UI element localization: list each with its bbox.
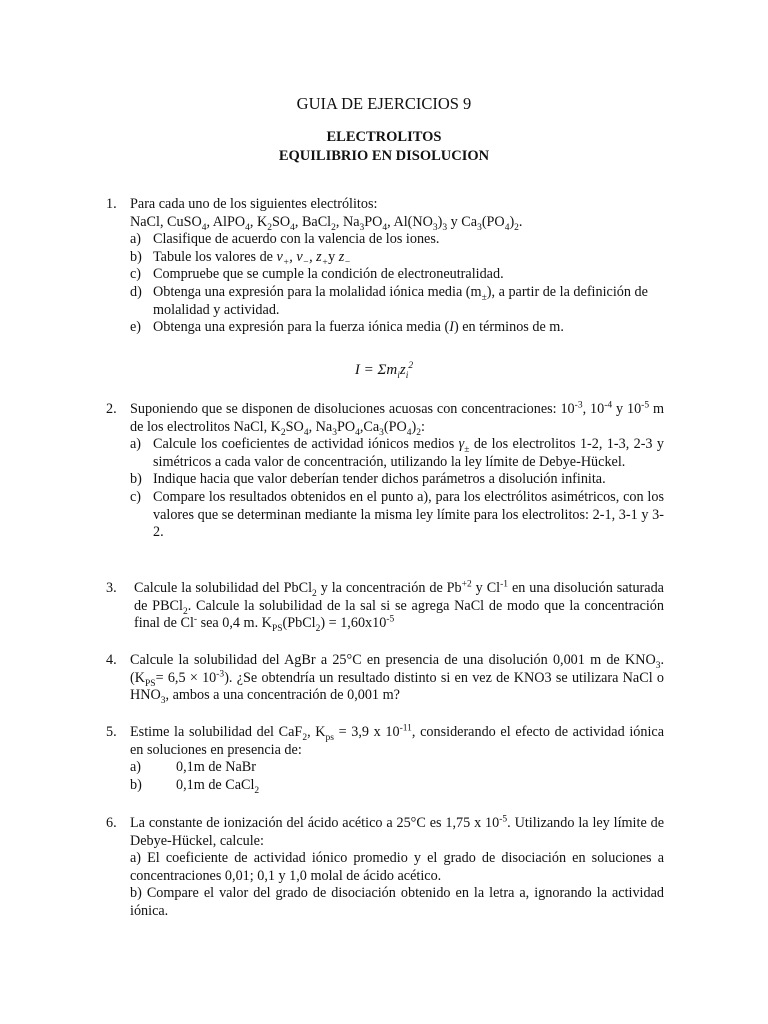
exercise-text: Calcule la solubilidad del PbCl$_2$ y la concentración de $Pb^{+2}$ y $Cl^{-1}$ en una disolución saturada de PBCl$_2$. Calcule la solubilidad de la sal si se agrega NaCl de modo que la concentración final de Cl- sea 0,4 m. $K_{PS}(PbCl_2) = 1,60x10^{-5}$ [134, 579, 664, 635]
exercise-intro: Para cada uno de los siguientes electrólitos: [130, 196, 378, 212]
item-a: a) Clasifique de acuerdo con la valencia de los iones. [130, 231, 440, 248]
item-c: c) Compruebe que se cumple la condición de electroneutralidad. [130, 266, 504, 283]
item-b: b) Compare el valor del grado de disociación obtenido en la letra a, ignorando la actividad iónica. [130, 885, 664, 919]
exercise-number: 4. [106, 652, 117, 668]
exercise-text: Calcule la solubilidad del AgBr a 25°C en presencia de una disolución 0,001 m de $KNO_3$. $(K_{PS}= 6,5 \times 10^{-3})$. ¿Se obtendría un resultado distinto si en vez de KNO3 se utilizara NaCl o $HNO_3$, ambos a una concentración de 0,001 m? [130, 652, 664, 707]
exercise-6 [106, 815, 664, 921]
exercise-number: 2. [106, 401, 117, 417]
subtitle-electrolitos: ELECTROLITOS [326, 129, 442, 145]
exercise-number: 6. [106, 815, 117, 831]
item-b: b) Indique hacia que valor deberían tender dichos parámetros a disolución infinita. [130, 471, 606, 488]
exercise-number: 3. [106, 580, 117, 596]
item-d: d) Obtenga una expresión para la molalidad iónica media $(m_\pm)$, a partir de la definición de molalidad y actividad. [130, 283, 648, 318]
exercise-4 [106, 652, 664, 705]
exercise-number: 5. [106, 724, 117, 740]
exercise-text: La constante de ionización del ácido acético a 25°C es 1,75 x $10^{-5}$. Utilizando la ley límite de Debye-Hückel, calcule: [130, 814, 665, 849]
exercise-text: Estime la solubilidad del CaF$_2$, $K_{ps} = 3,9$ x $10^{-11}$, considerando el efecto de actividad iónica en soluciones en presencia de: [130, 723, 664, 758]
exercise-1 [106, 196, 664, 337]
item-b: b) Tabule los valores de $\nu_+$, $\nu_-$, $z_+y$ $z_-$ [130, 248, 351, 268]
page-title: GUIA DE EJERCICIOS 9 [296, 94, 472, 113]
exercise-2 [106, 401, 664, 542]
exercise-3 [106, 580, 664, 633]
electrolyte-list: NaCl, CuSO$_4$, AlPO$_4$, $K_2SO_4$, BaCl$_2$, $Na_3PO_4$, $Al(NO_3)_3$ y $Ca_3(PO_4)_2$. [130, 213, 523, 233]
subtitle-equilibrio: EQUILIBRIO EN DISOLUCION [278, 148, 490, 164]
item-a: a) El coeficiente de actividad iónico promedio y el grado de disociación en soluciones a concentraciones 0,01; 0,1 y 1,0 molal de ácido acético. [130, 850, 664, 884]
item-b: b) 0,1m de CaCl$_2$ [130, 776, 260, 796]
item-a: a) 0,1m de NaBr [130, 759, 256, 776]
exercise-5 [106, 724, 664, 794]
ionic-strength-formula: $I = \Sigma m_iz_i^2$ [354, 361, 414, 381]
exercise-number: 1. [106, 196, 117, 212]
item-a: a) Calcule los coeficientes de actividad iónicos medios $\gamma_\pm$ de los electrolitos 1-2, 1-3, 2-3 y simétricos a cada valor de concentración, utilizando la ley límite de Debye-Hückel. [130, 436, 664, 470]
item-e: e) Obtenga una expresión para la fuerza iónica media (I) en términos de m. [130, 319, 564, 336]
item-c: c) Compare los resultados obtenidos en el punto a), para los electrólitos asimétricos, con los valores que se determinan mediante la misma ley límite para los electrolitos: 2-1, 3-1 y 3-2. [130, 488, 664, 541]
exercise-intro: Suponiendo que se disponen de disoluciones acuosas con concentraciones: $10^{-3}$, $10^{-4}$ y $10^{-5}$ m de los electrolitos NaCl, $K_2SO_4$, $Na_3PO_4,Ca_3(PO_4)_2$: [130, 400, 665, 438]
